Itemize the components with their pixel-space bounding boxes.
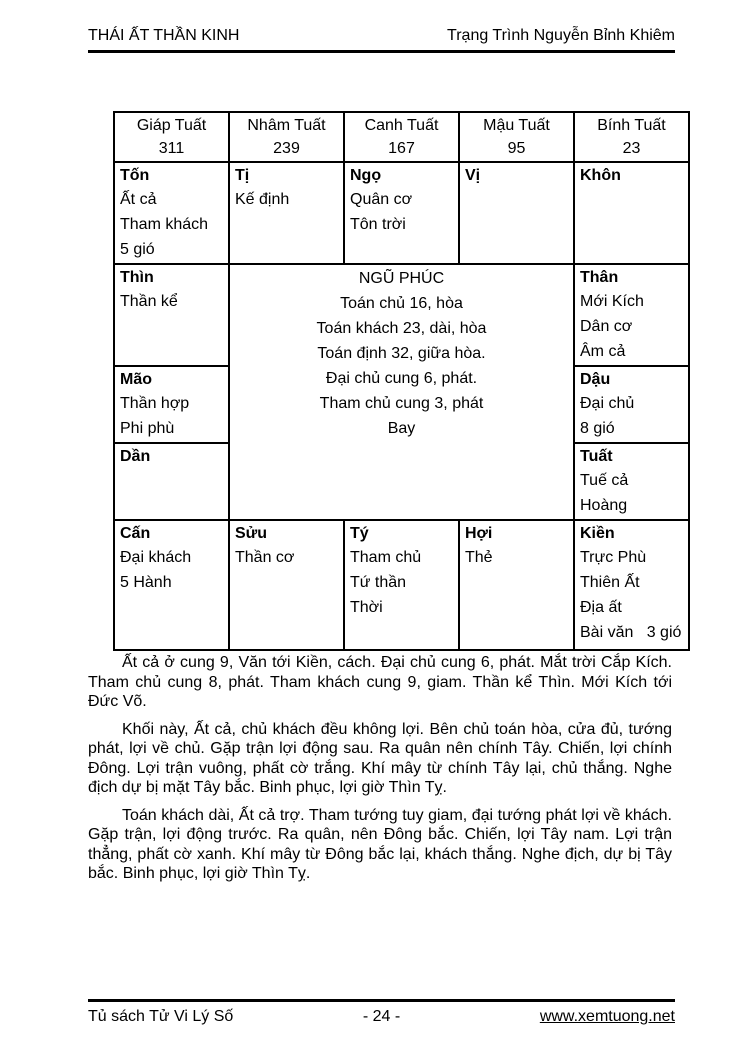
palace-row-bottom: [114, 520, 689, 650]
website-link[interactable]: www.xemtuong.net: [539, 1008, 675, 1025]
palace-line: Ất cả: [120, 191, 157, 208]
palace-title: Ngọ: [350, 167, 382, 184]
palace-line: Thẻ: [465, 549, 493, 566]
year-value: 311: [158, 140, 185, 157]
palace-line: Trực Phù: [580, 549, 647, 566]
center-line: Toán chủ 16, hòa: [340, 295, 463, 312]
palace-cell-ty: [344, 520, 459, 650]
center-line: Toán khách 23, dài, hòa: [316, 320, 487, 337]
palace-line: Tham chủ: [350, 549, 422, 566]
year-name: Mậu Tuất: [483, 117, 550, 134]
year-name: Nhâm Tuất: [247, 117, 326, 134]
year-cell-binh-tuat: [574, 112, 689, 162]
palace-line: Bài văn 3 gió: [580, 624, 682, 641]
page-number: - 24 -: [362, 1008, 401, 1025]
palace-line: Phi phù: [120, 420, 175, 437]
palace-cell-dan: [114, 443, 229, 520]
palace-line: Thần hợp: [120, 395, 190, 412]
palace-line: Đại chủ: [580, 395, 635, 412]
year-value: 239: [273, 140, 300, 157]
palace-line: 8 gió: [580, 420, 615, 437]
series-title: Tủ sách Tử Vi Lý Số: [88, 1008, 234, 1025]
palace-cell-tuat: [574, 443, 689, 520]
year-name: Giáp Tuất: [136, 117, 207, 134]
palace-cell-than: [574, 264, 689, 366]
year-name: Bính Tuất: [597, 117, 666, 134]
palace-title: Khôn: [580, 167, 621, 184]
palace-title: Dần: [120, 448, 151, 465]
center-line: Toán định 32, giữa hòa.: [317, 345, 486, 362]
palace-cell-hoi: [459, 520, 574, 650]
palace-line: Dân cơ: [580, 318, 633, 335]
palace-title: Thìn: [120, 269, 154, 286]
palace-title: Tý: [350, 525, 369, 542]
thai-at-chart-table: [113, 111, 690, 651]
book-title: THÁI ẤT THẦN KINH: [88, 27, 240, 44]
paragraph-2: Khối này, Ất cả, chủ khách đều không lợi. Bên chủ toán hòa, cửa đủ, tướng phát, lợi về chủ. Gặp trận lợi động sau. Ra quân nên chính Tây. Chiến, lợi chính Đông. Lợi trận vuông, phất cờ trắng. Khí mây từ chính Tây lại, chủ thắng. Nghe địch dự bị mặt Tây bắc. Binh phục, lợi giờ Thìn Tỵ.: [88, 720, 672, 796]
year-value: 167: [388, 140, 415, 157]
palace-cell-suu: [229, 520, 344, 650]
center-summary-cell: [229, 264, 574, 520]
palace-cell-thin: [114, 264, 229, 366]
palace-title: Sửu: [235, 525, 268, 542]
palace-line: Thiên Ất: [580, 574, 640, 591]
palace-title: Mão: [120, 371, 152, 388]
center-line: Đại chủ cung 6, phát.: [325, 370, 478, 387]
author-name: Trạng Trình Nguyễn Bỉnh Khiêm: [447, 27, 675, 44]
center-line: Bay: [387, 420, 416, 437]
palace-title: Hợi: [465, 525, 493, 542]
palace-line: Quân cơ: [350, 191, 413, 208]
palace-line: Thời: [350, 599, 383, 616]
palace-line: Tham khách: [120, 216, 209, 233]
palace-line: Tôn trời: [350, 216, 406, 233]
body-text: [88, 653, 672, 892]
palace-cell-mao: [114, 366, 229, 443]
year-value: 23: [622, 140, 641, 157]
palace-cell-khon: [574, 162, 689, 264]
palace-cell-ti: [229, 162, 344, 264]
center-title: NGŨ PHÚC: [358, 270, 445, 287]
palace-line: Hoàng: [580, 497, 628, 514]
year-value: 95: [507, 140, 526, 157]
palace-title: Vị: [465, 167, 481, 184]
year-cell-giap-tuat: [114, 112, 229, 162]
palace-line: 5 gió: [120, 241, 155, 258]
palace-line: Tuế cả: [580, 472, 629, 489]
year-name: Canh Tuất: [364, 117, 439, 134]
palace-title: Dậu: [580, 371, 611, 388]
palace-title: Tuất: [580, 448, 613, 465]
palace-line: Kế định: [235, 191, 290, 208]
year-cell-mau-tuat: [459, 112, 574, 162]
palace-title: Tị: [235, 167, 250, 184]
palace-title: Kiền: [580, 525, 615, 542]
palace-cell-ngo: [344, 162, 459, 264]
palace-line: Địa ất: [580, 599, 622, 616]
year-cell-canh-tuat: [344, 112, 459, 162]
palace-title: Tốn: [120, 167, 150, 184]
palace-line: Mới Kích: [580, 293, 644, 310]
palace-row-top: [114, 162, 689, 264]
year-row: [114, 112, 689, 162]
palace-title: Thân: [580, 269, 619, 286]
paragraph-1: Ất cả ở cung 9, Văn tới Kiền, cách. Đại chủ cung 6, phát. Mắt trời Cắp Kích. Tham chủ cung 8, phát. Tham khách cung 9, giam. Thần kể Thìn. Mới Kích tới Đức Võ.: [88, 654, 672, 710]
page-footer: [88, 999, 675, 1026]
palace-cell-kien: [574, 520, 689, 650]
palace-line: Thần cơ: [235, 549, 295, 566]
palace-title: Cấn: [120, 525, 151, 542]
center-line: Tham chủ cung 3, phát: [319, 395, 484, 412]
palace-row-middle-1: [114, 264, 689, 366]
palace-line: Đại khách: [120, 549, 192, 566]
paragraph-3: Toán khách dài, Ất cả trợ. Tham tướng tuy giam, đại tướng phát lợi về khách. Gặp trận, lợi động trước. Ra quân, nên Đông bắc. Chiến, lợi Tây nam. Lợi trận thẳng, phất cờ xanh. Khí mây từ Đông bắc lại, khách thắng. Nghe địch, dự bị Tây bắc. Binh phục, lợi giờ Thìn Tỵ.: [88, 806, 672, 882]
palace-line: Âm cả: [580, 343, 626, 360]
palace-cell-can: [114, 520, 229, 650]
page-header: [88, 27, 675, 53]
palace-line: Thần kể: [120, 293, 178, 310]
palace-cell-ton: [114, 162, 229, 264]
palace-line: 5 Hành: [120, 574, 172, 591]
palace-line: Tứ thần: [350, 574, 407, 591]
palace-cell-dau: [574, 366, 689, 443]
year-cell-nham-tuat: [229, 112, 344, 162]
palace-cell-vi: [459, 162, 574, 264]
